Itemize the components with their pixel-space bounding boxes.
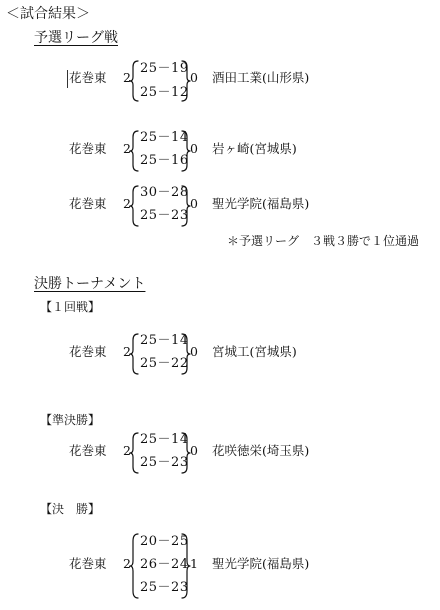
left-brace: [130, 432, 140, 474]
set-score: 25－14: [140, 130, 189, 145]
sets-lost: 0: [190, 443, 198, 458]
left-brace: [130, 333, 140, 375]
sets-lost: 0: [190, 70, 198, 85]
team-name: 花巻東: [69, 344, 107, 359]
set-score: 26－24: [140, 557, 189, 572]
sets-lost: 0: [190, 141, 198, 156]
set-score: 25－14: [140, 333, 189, 348]
sets-won: 2: [123, 70, 131, 85]
opponent-name: 岩ヶ崎(宮城県): [212, 141, 297, 156]
sets-lost: 1: [190, 556, 198, 571]
set-score: 25－23: [140, 580, 189, 595]
sets-won: 2: [123, 141, 131, 156]
opponent-name: 聖光学院(福島県): [212, 196, 310, 211]
set-score: 25－16: [140, 153, 189, 168]
round-label: 【準決勝】: [40, 413, 101, 427]
text-cursor: [67, 70, 68, 88]
sets-won: 2: [123, 196, 131, 211]
set-score: 25－22: [140, 356, 189, 371]
left-brace: [130, 130, 140, 172]
round-label: 【１回戦】: [40, 300, 101, 314]
sets-lost: 0: [190, 344, 198, 359]
sets-won: 2: [123, 443, 131, 458]
left-brace: [130, 185, 140, 227]
left-brace: [130, 60, 140, 102]
sets-won: 2: [123, 344, 131, 359]
set-score: 30－28: [140, 185, 189, 200]
prelim-heading: 予選リーグ戦: [34, 30, 118, 46]
sets-lost: 0: [190, 196, 198, 211]
team-name: 花巻東: [69, 196, 107, 211]
prelim-note: ＊予選リーグ ３戦３勝で１位通過: [227, 234, 420, 248]
team-name: 花巻東: [69, 556, 107, 571]
round-label: 【決 勝】: [40, 502, 101, 516]
tournament-heading: 決勝トーナメント: [34, 276, 146, 292]
sets-won: 2: [123, 556, 131, 571]
set-score: 25－12: [140, 85, 189, 100]
set-score: 25－23: [140, 455, 189, 470]
results-title: ＜試合結果＞: [6, 6, 90, 22]
set-score: 25－19: [140, 61, 189, 76]
team-name: 花巻東: [69, 141, 107, 156]
set-score: 20－25: [140, 534, 189, 549]
left-brace: [130, 533, 140, 599]
team-name: 花巻東: [69, 70, 107, 85]
team-name: 花巻東: [69, 443, 107, 458]
opponent-name: 花咲徳栄(埼玉県): [212, 443, 310, 458]
opponent-name: 宮城工(宮城県): [212, 344, 297, 359]
set-score: 25－14: [140, 432, 189, 447]
opponent-name: 聖光学院(福島県): [212, 556, 310, 571]
set-score: 25－23: [140, 208, 189, 223]
opponent-name: 酒田工業(山形県): [212, 70, 310, 85]
